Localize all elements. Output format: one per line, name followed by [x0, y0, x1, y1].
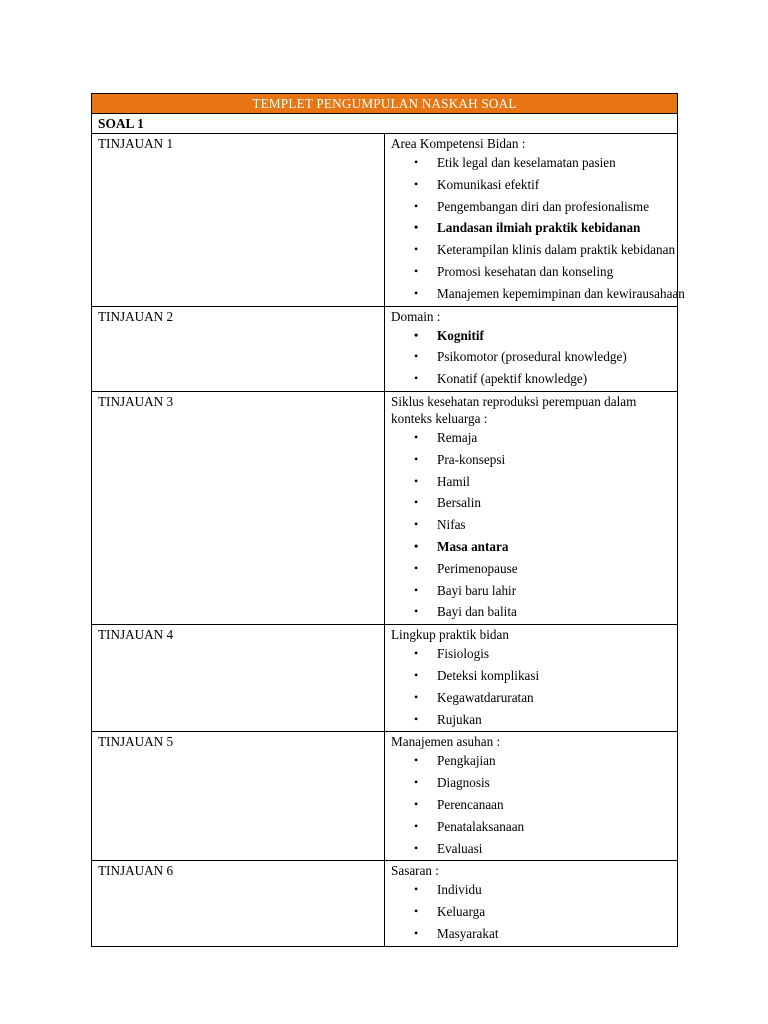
- bullet-icon: •: [414, 818, 419, 833]
- list-item-text: Keterampilan klinis dalam praktik kebidanan: [437, 242, 676, 258]
- list-item: [391, 643, 677, 665]
- bullet-icon: •: [414, 689, 419, 704]
- list-item: [391, 772, 677, 794]
- list-item: [391, 901, 677, 923]
- list-item: [391, 601, 677, 623]
- tinjauan-row: [92, 732, 678, 861]
- bullet-icon: •: [414, 646, 419, 661]
- bullet-icon: •: [414, 473, 419, 488]
- bullet-list: [391, 643, 677, 730]
- bullet-icon: •: [414, 775, 419, 790]
- bullet-icon: •: [414, 371, 419, 386]
- tinjauan-content: [385, 391, 678, 624]
- tinjauan-row: [92, 306, 678, 391]
- list-item: [391, 368, 677, 390]
- list-item-text: Masa antara: [437, 538, 509, 554]
- list-item-text: Landasan ilmiah praktik kebidanan: [437, 220, 641, 236]
- bullet-list: [391, 750, 677, 859]
- list-item: [391, 239, 677, 261]
- list-item-text: Perencanaan: [437, 796, 504, 812]
- bullet-icon: •: [414, 882, 419, 897]
- list-item-text: Promosi kesehatan dan konseling: [437, 263, 614, 279]
- list-item-text: Hamil: [437, 473, 470, 489]
- list-item: [391, 174, 677, 196]
- soal-label: SOAL 1: [92, 114, 678, 134]
- bullet-icon: •: [414, 327, 419, 342]
- tinjauan-heading: Siklus kesehatan reproduksi perempuan dalam konteks keluarga :: [391, 393, 637, 426]
- list-item-text: Individu: [437, 882, 482, 898]
- bullet-icon: •: [414, 711, 419, 726]
- tinjauan-label: TINJAUAN 2: [92, 306, 385, 391]
- bullet-icon: •: [414, 925, 419, 940]
- tinjauan-row: [92, 134, 678, 307]
- list-item: [391, 492, 677, 514]
- list-item: [391, 879, 677, 901]
- list-item: [391, 449, 677, 471]
- list-item: [391, 687, 677, 709]
- list-item-text: Deteksi komplikasi: [437, 667, 540, 683]
- bullet-icon: •: [414, 667, 419, 682]
- list-item-text: Rujukan: [437, 711, 482, 727]
- tinjauan-heading: Manajemen asuhan :: [391, 734, 501, 750]
- list-item-text: Kegawatdaruratan: [437, 689, 534, 705]
- bullet-icon: •: [414, 176, 419, 191]
- bullet-icon: •: [414, 582, 419, 597]
- list-item-text: Konatif (apektif knowledge): [437, 371, 588, 387]
- bullet-icon: •: [414, 242, 419, 257]
- list-item: [391, 471, 677, 493]
- bullet-icon: •: [414, 904, 419, 919]
- list-item: [391, 346, 677, 368]
- bullet-icon: •: [414, 796, 419, 811]
- list-item-text: Bayi baru lahir: [437, 582, 517, 598]
- tinjauan-label: TINJAUAN 1: [92, 134, 385, 307]
- list-item-text: Evaluasi: [437, 840, 483, 856]
- tinjauan-row: [92, 861, 678, 946]
- tinjauan-label: TINJAUAN 5: [92, 732, 385, 861]
- list-item: [391, 152, 677, 174]
- list-item: [391, 283, 685, 305]
- bullet-list: [391, 152, 685, 305]
- list-item-text: Bayi dan balita: [437, 604, 517, 620]
- list-item-text: Etik legal dan keselamatan pasien: [437, 155, 616, 170]
- question-template-table: [91, 93, 685, 947]
- list-item-text: Pengkajian: [437, 753, 496, 769]
- tinjauan-content: [385, 625, 678, 732]
- tinjauan-content: [385, 732, 678, 861]
- list-item: [391, 217, 677, 239]
- tinjauan-row: [92, 625, 678, 732]
- list-item-text: Remaja: [437, 429, 478, 445]
- list-item-text: Pra-konsepsi: [437, 451, 506, 467]
- list-item: [391, 665, 677, 687]
- bullet-icon: •: [414, 263, 419, 278]
- bullet-icon: •: [414, 753, 419, 768]
- bullet-icon: •: [414, 538, 419, 553]
- tinjauan-heading: Area Kompetensi Bidan :: [391, 136, 526, 151]
- bullet-icon: •: [414, 220, 419, 235]
- list-item-text: Keluarga: [437, 904, 486, 920]
- list-item-text: Fisiologis: [437, 646, 490, 662]
- list-item: [391, 427, 677, 449]
- bullet-list: [391, 879, 677, 944]
- list-item-text: Diagnosis: [437, 775, 490, 791]
- list-item: [391, 794, 677, 816]
- bullet-icon: •: [414, 198, 419, 213]
- list-item-text: Bersalin: [437, 495, 481, 511]
- list-item: [391, 325, 677, 347]
- bullet-icon: •: [414, 451, 419, 466]
- list-item: [391, 580, 677, 602]
- list-item: [391, 196, 677, 218]
- tinjauan-label: TINJAUAN 6: [92, 861, 385, 946]
- bullet-icon: •: [414, 285, 419, 300]
- tinjauan-content: [385, 134, 685, 307]
- tinjauan-heading: Lingkup praktik bidan: [391, 627, 509, 643]
- bullet-icon: •: [414, 429, 419, 444]
- bullet-icon: •: [414, 495, 419, 510]
- list-item-text: Kognitif: [437, 327, 484, 343]
- list-item-text: Penatalaksanaan: [437, 818, 525, 834]
- list-item: [391, 536, 677, 558]
- tinjauan-label: TINJAUAN 3: [92, 391, 385, 624]
- list-item: [391, 838, 677, 860]
- list-item: [391, 514, 677, 536]
- template-title: TEMPLET PENGUMPULAN NASKAH SOAL: [92, 94, 678, 114]
- bullet-list: [391, 325, 677, 390]
- list-item-text: Pengembangan diri dan profesionalisme: [437, 198, 650, 214]
- bullet-list: [391, 427, 677, 623]
- list-item-text: Manajemen kepemimpinan dan kewirausahaan: [437, 285, 685, 301]
- list-item: [391, 816, 677, 838]
- bullet-icon: •: [414, 349, 419, 364]
- bullet-icon: •: [414, 517, 419, 532]
- list-item-text: Perimenopause: [437, 560, 518, 576]
- list-item: [391, 558, 677, 580]
- title-row: [92, 94, 678, 114]
- document-page: [91, 93, 685, 947]
- list-item: [391, 923, 677, 945]
- list-item-text: Komunikasi efektif: [437, 176, 540, 192]
- list-item: [391, 261, 677, 283]
- tinjauan-heading: Domain :: [391, 308, 441, 324]
- tinjauan-label: TINJAUAN 4: [92, 625, 385, 732]
- tinjauan-heading: Sasaran :: [391, 863, 439, 879]
- tinjauan-content: [385, 861, 678, 946]
- list-item-text: Nifas: [437, 517, 466, 533]
- list-item-text: Masyarakat: [437, 925, 499, 941]
- soal-row: [92, 114, 678, 134]
- list-item: [391, 750, 677, 772]
- tinjauan-content: [385, 306, 678, 391]
- list-item: [391, 709, 677, 731]
- bullet-icon: •: [414, 560, 419, 575]
- bullet-icon: •: [414, 604, 419, 619]
- bullet-icon: •: [414, 840, 419, 855]
- bullet-icon: •: [414, 155, 419, 169]
- list-item-text: Psikomotor (prosedural knowledge): [437, 349, 627, 365]
- tinjauan-row: [92, 391, 678, 624]
